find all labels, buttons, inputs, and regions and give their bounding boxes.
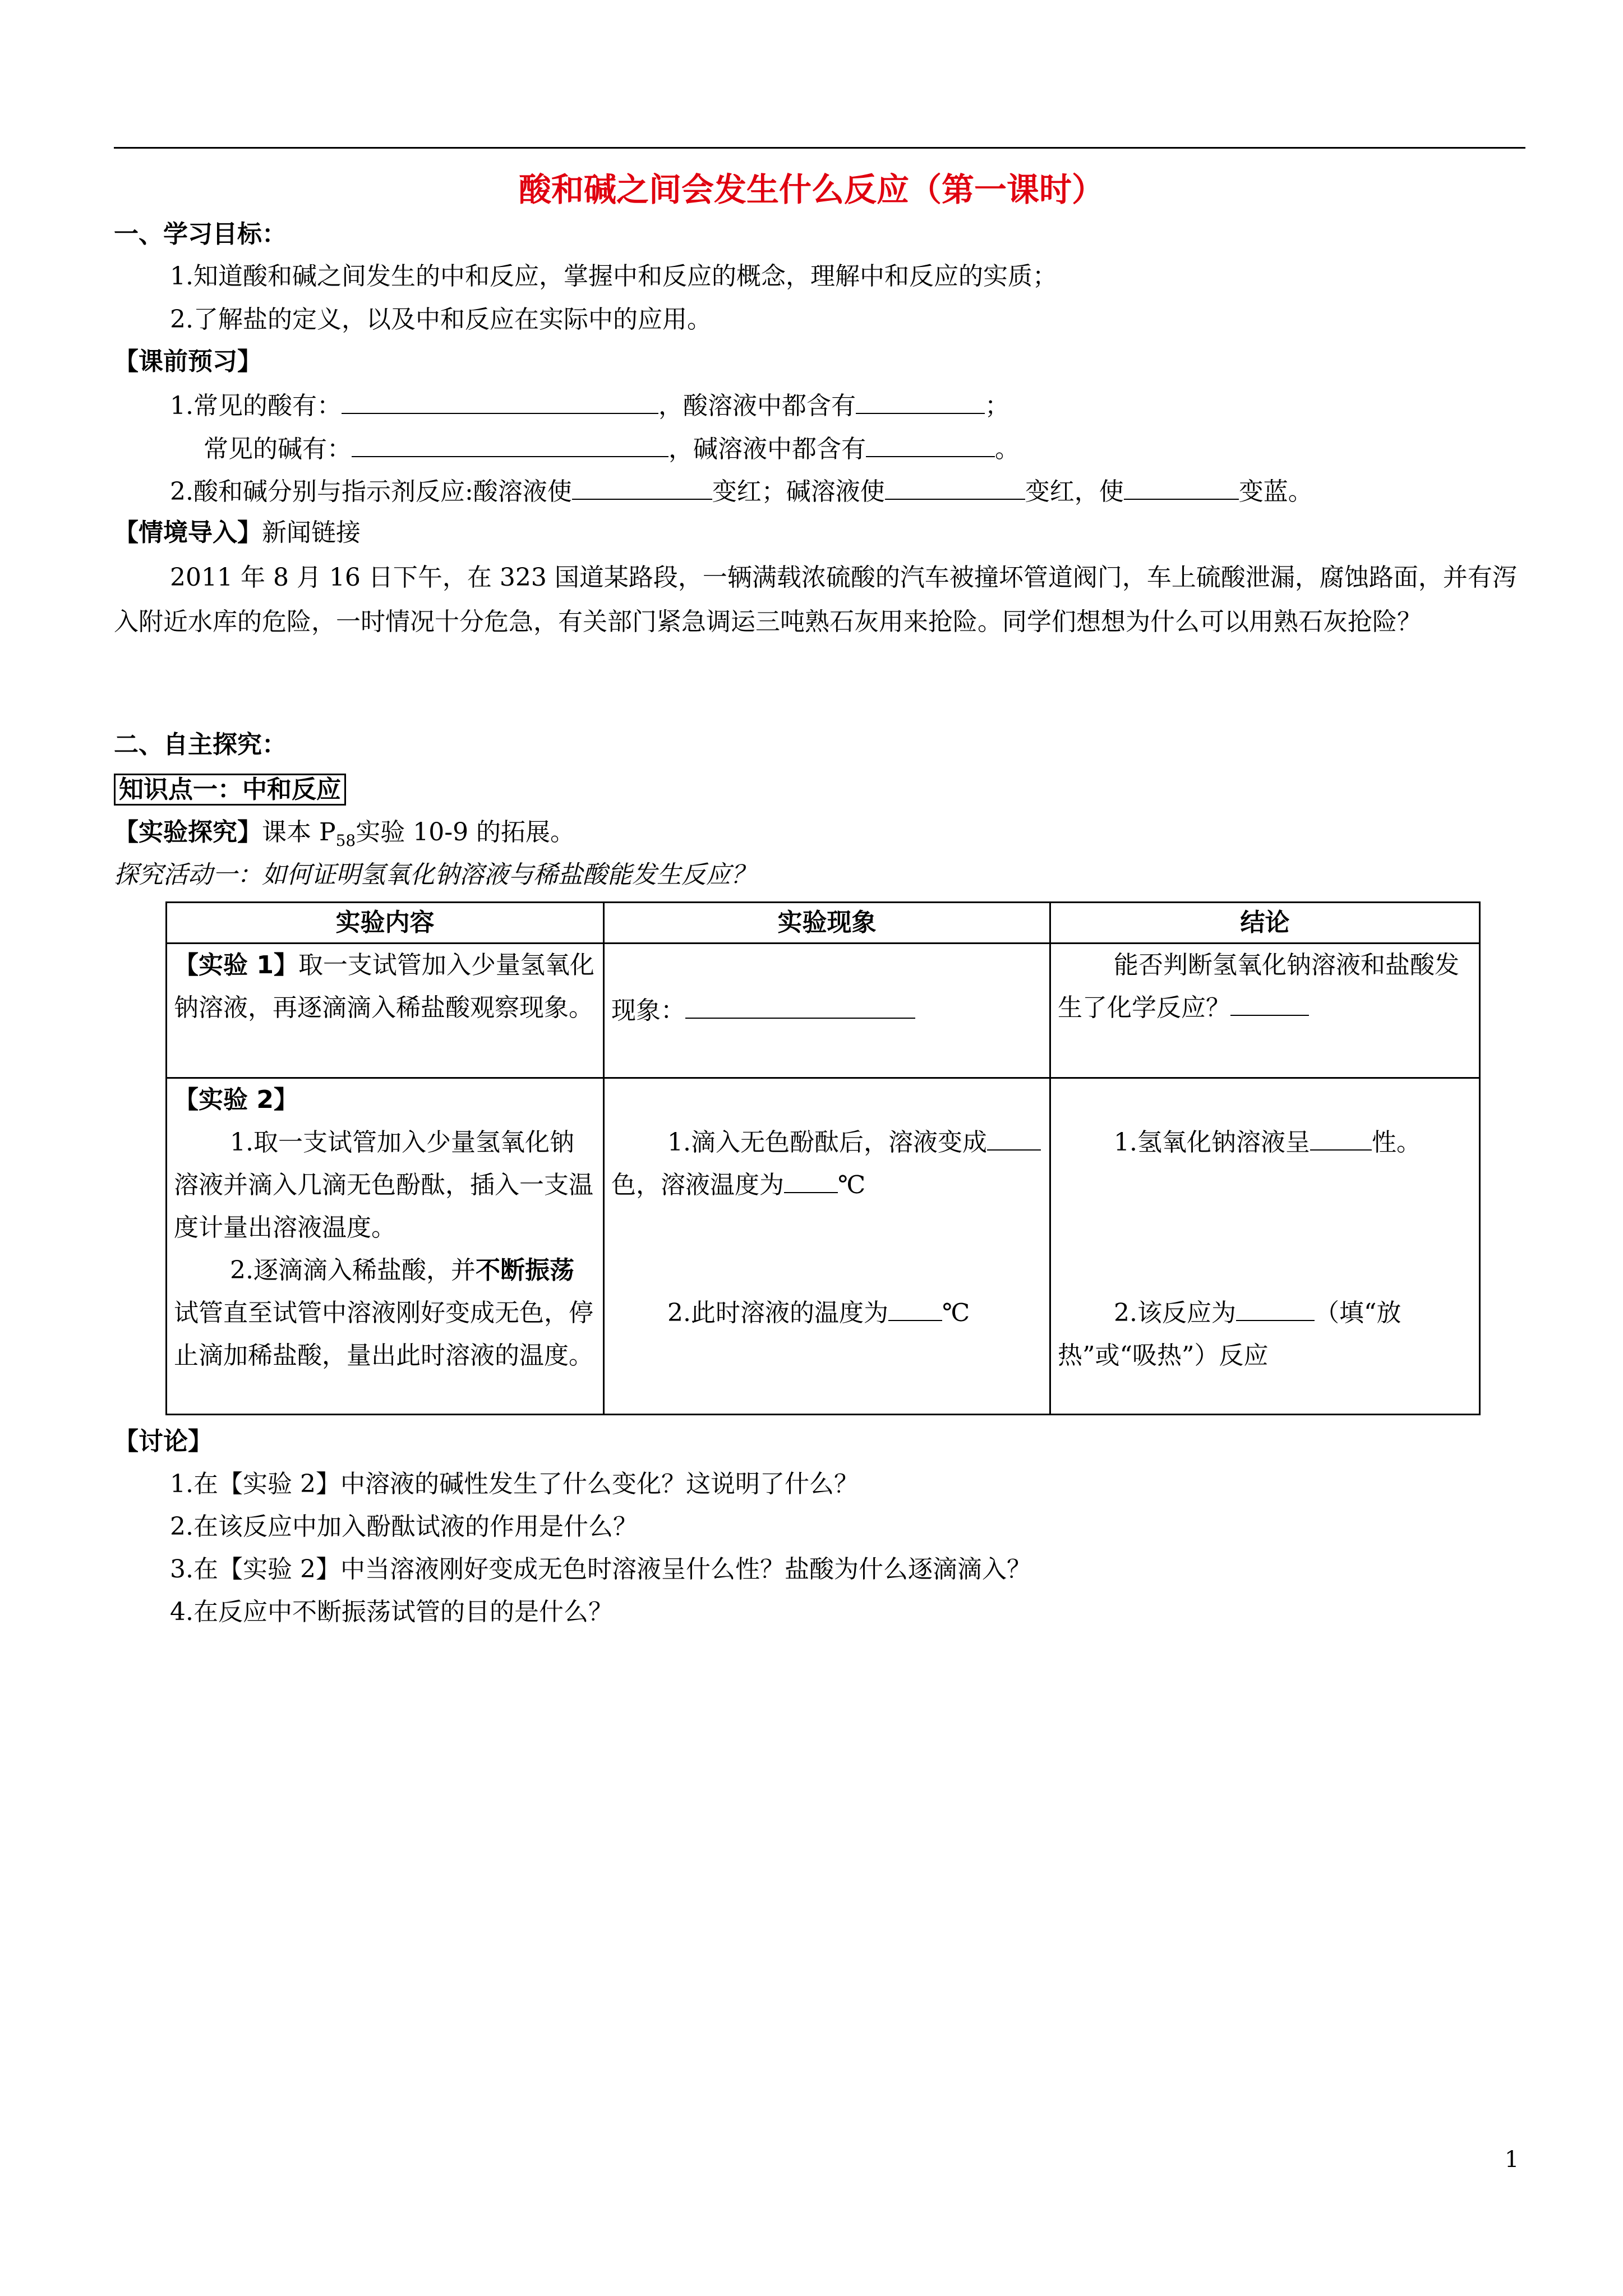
blank-exp1-phenomenon[interactable] bbox=[685, 993, 915, 1019]
exp2-phenomenon-1-c: ℃ bbox=[838, 1171, 866, 1199]
exp2-conclusion bbox=[1050, 1078, 1480, 1415]
experiment-explore-text-b: 实验 10-9 的拓展。 bbox=[356, 818, 575, 846]
intro-paragraph: 2011 年 8 月 16 日下午，在 323 国道某路段，一辆满载浓硫酸的汽车被撞坏管道阀门，车上硫酸泄漏，腐蚀路面，并有泻入附近水库的危险，一时情况十分危急，有关部门紧急调运三吨熟石灰用来抢险。同学们想想为什么可以用熟石灰抢险？ bbox=[114, 563, 1517, 636]
experiment-explore-page: 58 bbox=[335, 831, 356, 850]
preview-q2-b: ，碱溶液中都含有 bbox=[668, 435, 866, 463]
exp2-phenomenon-1-b: 色，溶液温度为 bbox=[611, 1171, 784, 1199]
discussion-q1: 1.在【实验 2】中溶液的碱性发生了什么变化？这说明了什么？ bbox=[170, 1470, 859, 1498]
goal-1: 1.知道酸和碱之间发生的中和反应，掌握中和反应的概念，理解中和反应的实质； bbox=[170, 262, 1057, 291]
exp1-label: 【实验 1】 bbox=[174, 951, 298, 979]
blank-base-ion[interactable] bbox=[866, 431, 995, 457]
exp2-phenomenon-2-a: 2.此时溶液的温度为 bbox=[667, 1299, 888, 1327]
blank-exp2-color[interactable] bbox=[987, 1125, 1041, 1151]
preview-q3-d: 变蓝。 bbox=[1238, 477, 1313, 506]
blank-exp2-temp2[interactable] bbox=[888, 1295, 942, 1321]
exp2-step2-emphasis: 不断振荡 bbox=[475, 1256, 574, 1285]
exp1-content bbox=[167, 944, 604, 1078]
discussion-label: 【讨论】 bbox=[114, 1427, 213, 1456]
blank-common-bases[interactable] bbox=[352, 431, 668, 457]
exp2-step1: 1.取一支试管加入少量氢氧化钠溶液并滴入几滴无色酚酞，插入一支温度计量出溶液温度。 bbox=[174, 1128, 593, 1242]
exp2-phenomenon-2 bbox=[611, 1292, 1043, 1335]
table-header-row bbox=[167, 903, 1480, 944]
blank-base-indicator-red[interactable] bbox=[885, 474, 1025, 500]
discussion-q4: 4.在反应中不断振荡试管的目的是什么？ bbox=[170, 1598, 613, 1626]
intro-heading bbox=[114, 516, 361, 550]
exp2-phenomenon bbox=[604, 1078, 1050, 1415]
exp2-conclusion-1-a: 1.氢氧化钠溶液呈 bbox=[1114, 1128, 1310, 1157]
exp2-phenomenon-2-b: ℃ bbox=[942, 1299, 970, 1327]
knowledge-point-1 bbox=[114, 773, 346, 807]
header-phenomenon: 实验现象 bbox=[604, 903, 1050, 944]
blank-acid-indicator[interactable] bbox=[572, 474, 712, 500]
exp2-label: 【实验 2】 bbox=[174, 1085, 298, 1114]
exp2-conclusion-2-b: （填“放热”或“吸热”）反应 bbox=[1058, 1299, 1401, 1370]
exp2-conclusion-1 bbox=[1058, 1121, 1472, 1164]
experiment-explore bbox=[114, 816, 575, 858]
preview-q1 bbox=[170, 388, 1009, 423]
knowledge-point-1-box: 知识点一：中和反应 bbox=[114, 774, 346, 806]
blank-exp2-temp1[interactable] bbox=[784, 1167, 838, 1193]
exp1-conclusion-text: 能否判断氢氧化钠溶液和盐酸发生了化学反应？ bbox=[1058, 951, 1459, 1022]
exp2-conclusion-1-b: 性。 bbox=[1371, 1128, 1421, 1157]
header-content: 实验内容 bbox=[167, 903, 604, 944]
exp2-content bbox=[167, 1078, 604, 1415]
preview-q2 bbox=[204, 431, 1020, 466]
exp1-text: 取一支试管加入少量氢氧化钠溶液，再逐滴滴入稀盐酸观察现象。 bbox=[174, 951, 594, 1022]
blank-common-acids[interactable] bbox=[342, 388, 658, 414]
exp2-phenomenon-1 bbox=[611, 1121, 1043, 1207]
top-rule bbox=[114, 147, 1525, 149]
experiment-explore-label: 【实验探究】 bbox=[114, 818, 262, 846]
discussion-q2: 2.在该反应中加入酚酞试液的作用是什么？ bbox=[170, 1512, 638, 1541]
section-1-heading: 一、学习目标： bbox=[114, 220, 287, 249]
exp2-step2-a: 2.逐滴滴入稀盐酸，并 bbox=[230, 1256, 476, 1285]
exp2-conclusion-2 bbox=[1058, 1292, 1472, 1377]
preview-q1-c: ； bbox=[984, 392, 1009, 420]
table-row bbox=[167, 944, 1480, 1078]
discussion-q3: 3.在【实验 2】中当溶液刚好变成无色时溶液呈什么性？盐酸为什么逐滴滴入？ bbox=[170, 1555, 1031, 1584]
intro-sub: 新闻链接 bbox=[262, 518, 361, 547]
blank-exp2-nature[interactable] bbox=[1310, 1125, 1372, 1151]
exp1-phenomenon-label: 现象： bbox=[611, 996, 685, 1025]
preview-q1-b: ，酸溶液中都含有 bbox=[658, 392, 856, 420]
blank-base-indicator-blue[interactable] bbox=[1124, 474, 1239, 500]
activity-1: 探究活动一：如何证明氢氧化钠溶液与稀盐酸能发生反应？ bbox=[114, 861, 755, 889]
preview-q2-a: 常见的碱有： bbox=[204, 435, 352, 463]
exp1-phenomenon bbox=[604, 944, 1050, 1078]
blank-exp1-conclusion[interactable] bbox=[1230, 990, 1309, 1016]
exp2-phenomenon-1-a: 1.滴入无色酚酞后，溶液变成 bbox=[667, 1128, 987, 1157]
preview-label: 【课前预习】 bbox=[114, 347, 262, 376]
section-2-heading: 二、自主探究： bbox=[114, 730, 287, 759]
blank-acid-ion[interactable] bbox=[856, 388, 985, 414]
exp2-step2-c: 试管直至试管中溶液刚好变成无色，停止滴加稀盐酸，量出此时溶液的温度。 bbox=[174, 1299, 593, 1370]
blank-exp2-heat[interactable] bbox=[1236, 1295, 1315, 1321]
experiment-explore-text-a: 课本 P bbox=[262, 818, 336, 846]
preview-q3-c: 变红，使 bbox=[1025, 477, 1124, 506]
preview-q2-c: 。 bbox=[995, 435, 1020, 463]
preview-q3-b: 变红；碱溶液使 bbox=[712, 477, 885, 506]
goal-2: 2.了解盐的定义，以及中和反应在实际中的应用。 bbox=[170, 305, 712, 334]
page-title: 酸和碱之间会发生什么反应（第一课时） bbox=[518, 171, 1104, 209]
exp1-conclusion bbox=[1050, 944, 1480, 1078]
header-conclusion: 结论 bbox=[1050, 903, 1480, 944]
exp2-conclusion-2-a: 2.该反应为 bbox=[1114, 1299, 1236, 1327]
page-number: 1 bbox=[1505, 2147, 1519, 2173]
preview-q3 bbox=[170, 474, 1313, 509]
preview-q3-a: 2.酸和碱分别与指示剂反应:酸溶液使 bbox=[170, 477, 572, 506]
exp2-step2 bbox=[174, 1249, 596, 1377]
table-row bbox=[167, 1078, 1480, 1415]
intro-label: 【情境导入】 bbox=[114, 518, 262, 547]
preview-q1-a: 1.常见的酸有： bbox=[170, 392, 342, 420]
experiment-table bbox=[165, 901, 1481, 1415]
